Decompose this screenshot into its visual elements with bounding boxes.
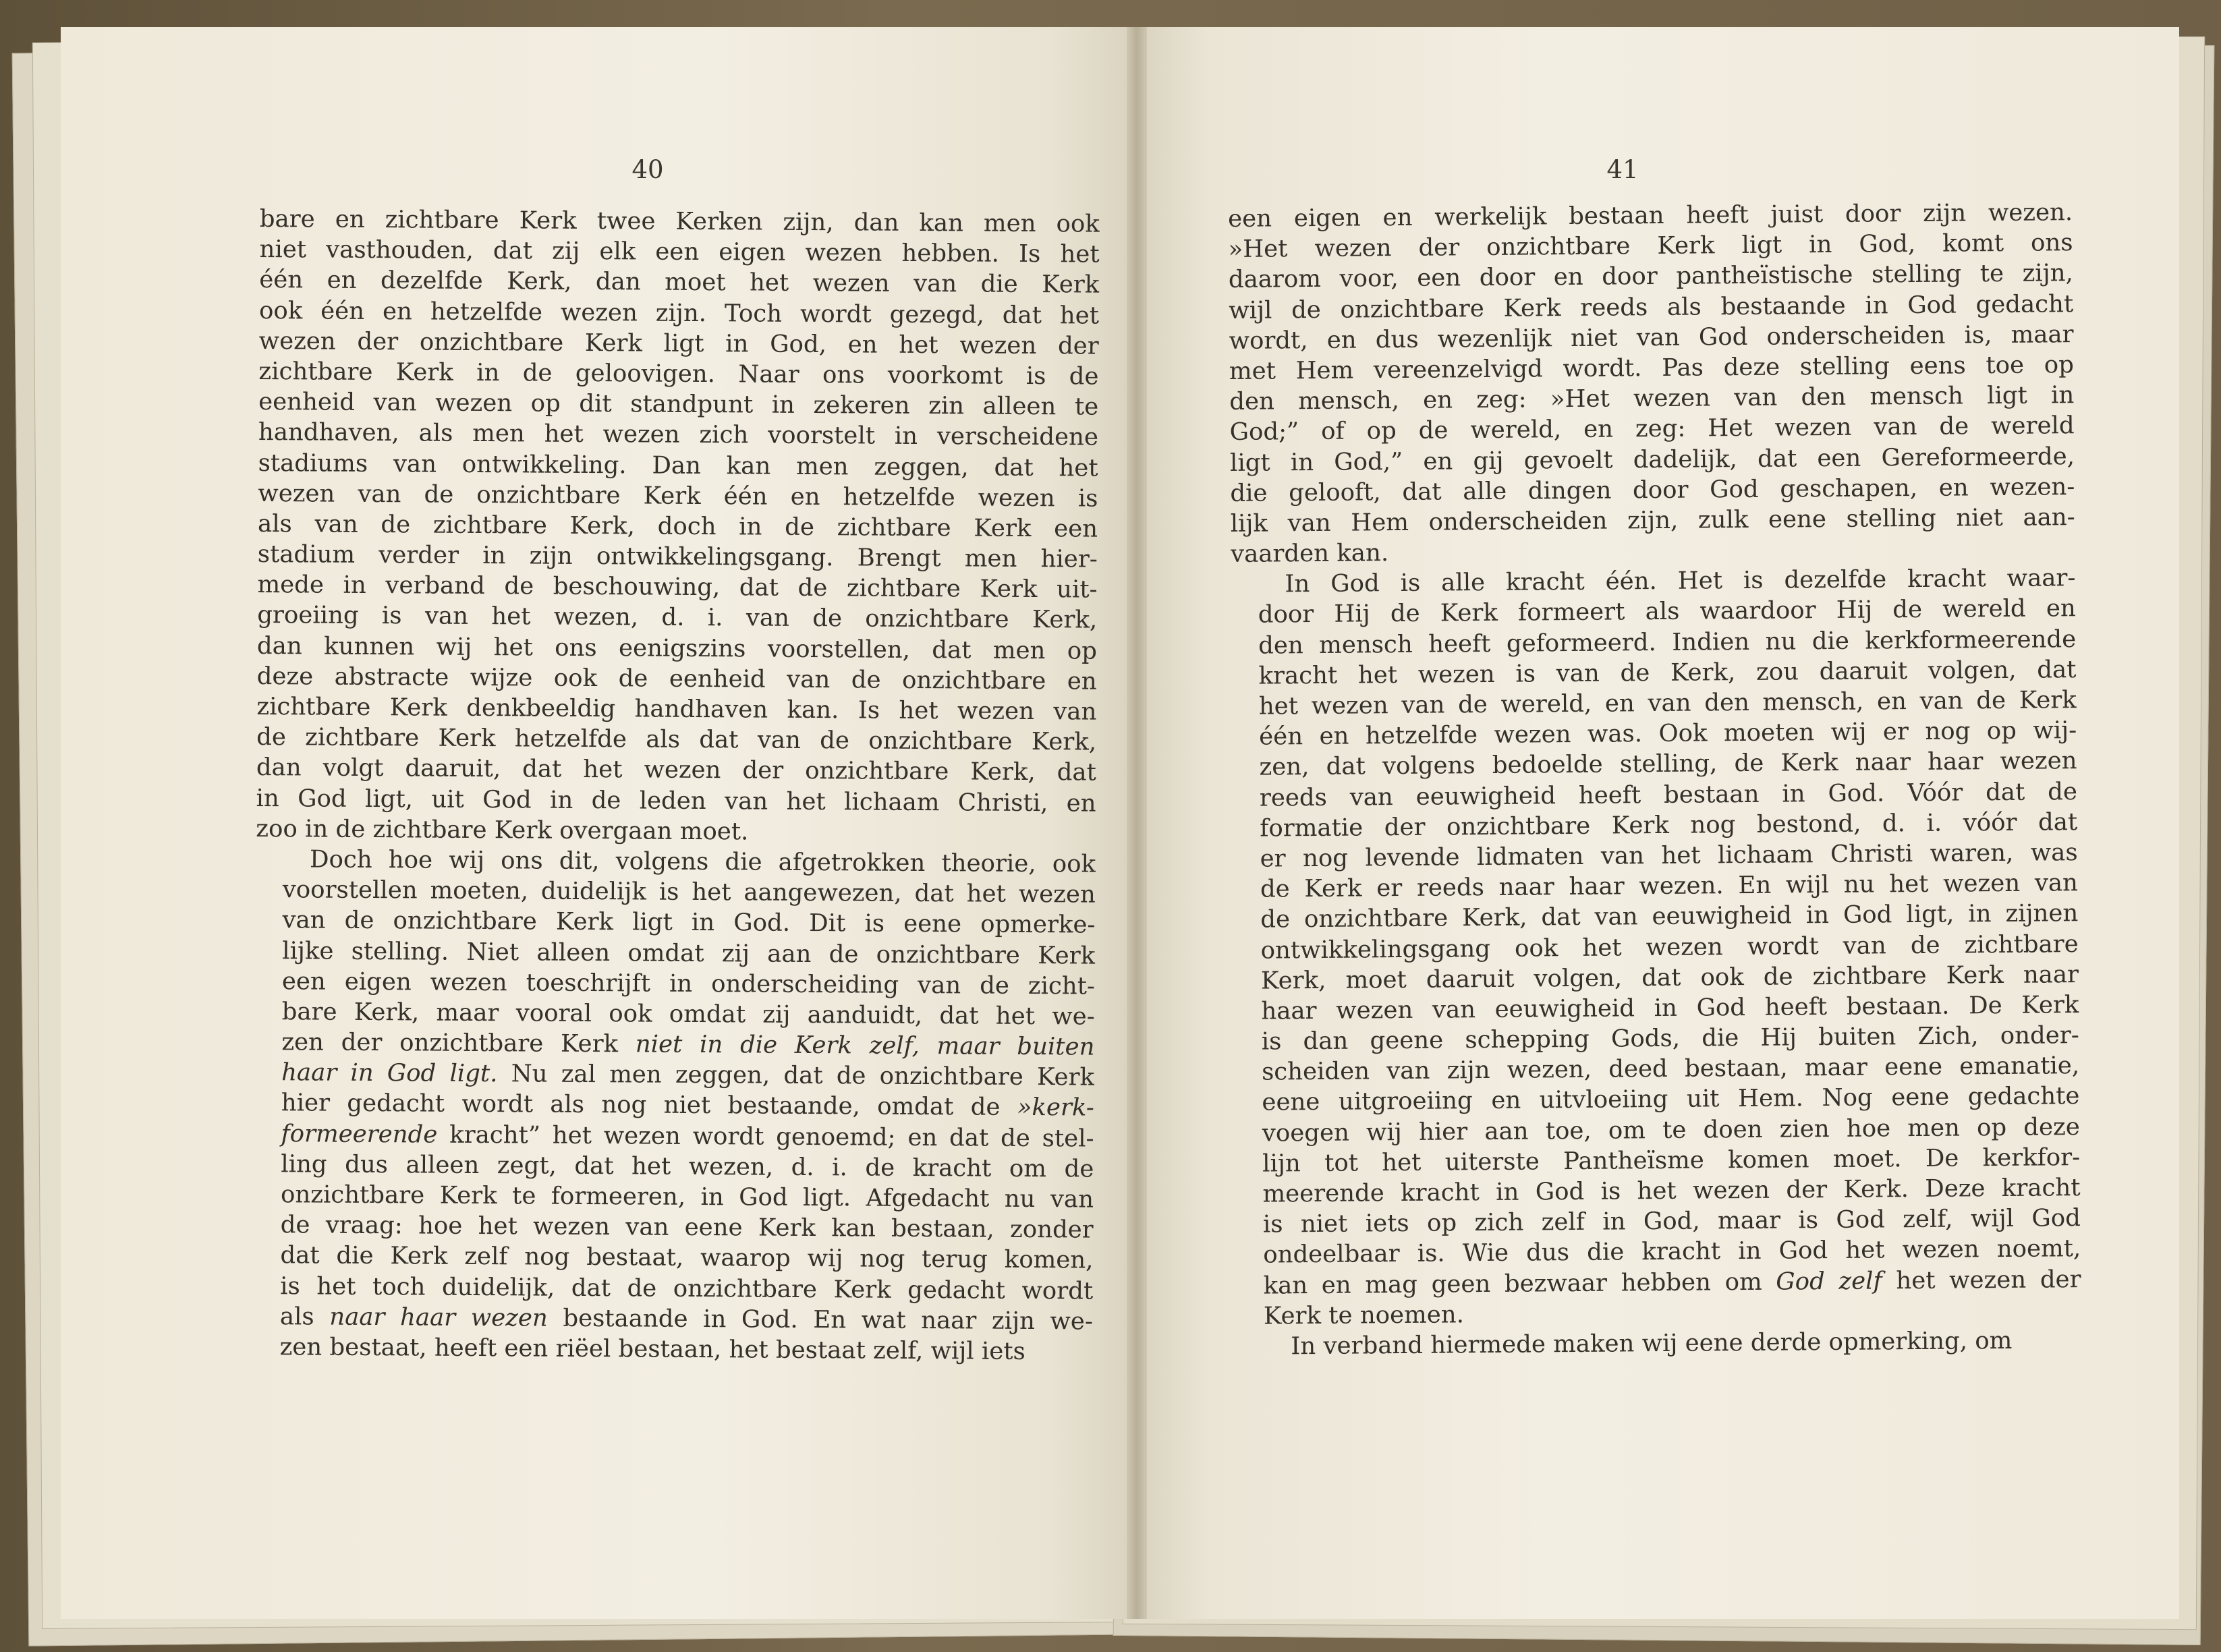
text-line: er nog levende lidmaten van het lichaam Christi waren, was [1260, 838, 2078, 873]
paragraph [253, 844, 1096, 1367]
page-number-left: 40 [631, 155, 664, 184]
paragraph [1228, 197, 2075, 569]
text-line: dan volgt daaruit, dat het wezen der onzichtbare Kerk, dat [256, 753, 1096, 787]
text-line: formeerende kracht” het wezen wordt genoemd; en dat de stel- [281, 1119, 1094, 1153]
text-line: niet vasthouden, dat zij elk een eigen wezen hebben. Is het [259, 235, 1100, 268]
text-line: zen bestaat, heeft een riëel bestaan, het bestaat zelf, wijl iets [279, 1333, 1025, 1365]
text-line: eenheid van wezen op dit standpunt in zekeren zin alleen te [258, 388, 1099, 421]
right-page [1137, 27, 2179, 1619]
text-line: zoo in de zichtbare Kerk overgaan moet. [256, 814, 749, 846]
text-line: ook één en hetzelfde wezen zijn. Toch wordt gezegd, dat het [258, 296, 1100, 330]
text-line: ling dus alleen zegt, dat het wezen, d. i. de kracht om de [281, 1150, 1094, 1183]
text-line: één en dezelfde Kerk, dan moet het wezen van die Kerk [259, 266, 1100, 299]
text-line: een eigen wezen toeschrijft in onderscheiding van de zicht- [281, 967, 1096, 1000]
text-line: ligt in God,” en gij gevoelt dadelijk, dat een Gereformeerde, [1229, 442, 2075, 477]
left-page [61, 27, 1137, 1619]
page-number-right: 41 [1606, 155, 1639, 184]
text-line: groeiing is van het wezen, d. i. van de onzichtbare Kerk, [257, 601, 1098, 635]
text-line: de vraag: hoe het wezen van eene Kerk kan bestaan, zonder [280, 1211, 1094, 1244]
text-line: meerende kracht in God is het wezen der Kerk. Deze kracht [1262, 1174, 2081, 1208]
text-line: handhaven, als men het wezen zich voorstelt in verscheidene [258, 418, 1099, 451]
text-line: haar in God ligt. Nu zal men zeggen, dat de onzichtbare Kerk [281, 1058, 1095, 1091]
left-page-body [253, 204, 1100, 1367]
text-line: hier gedacht wordt als nog niet bestaande, omdat de »kerk- [281, 1089, 1094, 1122]
text-line: wordt, en dus wezenlijk niet van God onderscheiden is, maar [1229, 320, 2074, 355]
text-line: zen der onzichtbare Kerk niet in die Kerk zelf, maar buiten [281, 1028, 1095, 1061]
text-line: bare en zichtbare Kerk twee Kerken zijn, dan kan men ook [259, 204, 1100, 238]
text-line: eene uitgroeiing en uitvloeiing uit Hem. Nog eene gedachte [1262, 1082, 2080, 1117]
text-line: dat die Kerk zelf nog bestaat, waarop wij nog terug komen, [280, 1241, 1094, 1274]
text-line: kan en mag geen bezwaar hebben om God zelf het wezen der [1263, 1265, 2081, 1300]
text-line: het wezen van de wereld, en van den mensch, en van de Kerk [1258, 686, 2077, 720]
text-line: als van de zichtbare Kerk, doch in de zichtbare Kerk een [257, 509, 1098, 543]
text-line: voorstellen moeten, duidelijk is het aangewezen, dat het wezen [282, 876, 1096, 909]
text-line: ondeelbaar is. Wie dus die kracht in God het wezen noemt, [1263, 1234, 2081, 1270]
text-line: reeds van eeuwigheid heeft bestaan in God. Vóór dat de [1259, 777, 2078, 812]
text-line: met Hem vereenzelvigd wordt. Pas deze stelling eens toe op [1229, 351, 2075, 385]
right-page-body [1228, 197, 2081, 1362]
text-line: bare Kerk, maar vooral ook omdat zij aanduidt, dat het we- [281, 998, 1095, 1031]
text-line: lijn tot het uiterste Pantheïsme komen moet. De kerkfor- [1262, 1143, 2081, 1178]
text-line: die gelooft, dat alle dingen door God geschapen, en wezen- [1230, 472, 2075, 507]
paragraph [1237, 1325, 2081, 1362]
paragraph [256, 204, 1100, 849]
text-line: is het toch duidelijk, dat de onzichtbare Kerk gedacht wordt [280, 1272, 1094, 1305]
text-line: van de onzichtbare Kerk ligt in God. Dit is eene opmerke- [282, 906, 1096, 939]
text-line: één en hetzelfde wezen was. Ook moeten wij er nog op wij- [1259, 716, 2077, 751]
text-line: den mensch, en zeg: »Het wezen van den mensch ligt in [1229, 381, 2075, 416]
text-line: wijl de onzichtbare Kerk reeds als bestaande in God gedacht [1229, 289, 2074, 324]
text-line: »Het wezen der onzichtbare Kerk ligt in God, komt ons [1228, 229, 2073, 264]
text-line: daarom voor, een door en door pantheïstische stelling te zijn, [1228, 259, 2074, 294]
text-line: deze abstracte wijze ook de eenheid van de onzichtbare en [256, 662, 1097, 695]
text-line: den mensch heeft geformeerd. Indien nu die kerkformeerende [1258, 625, 2077, 660]
text-line: formatie der onzichtbare Kerk nog bestond, d. i. vóór dat [1260, 807, 2078, 843]
text-line: lijke stelling. Niet alleen omdat zij aan de onzichtbare Kerk [282, 936, 1096, 970]
text-line: vaarden kan. [1230, 539, 1389, 569]
text-line: scheiden van zijn wezen, deed bestaan, maar eene emanatie, [1261, 1052, 2080, 1086]
book-gutter [1127, 27, 1147, 1619]
text-line: door Hij de Kerk formeert als waardoor Hij de wereld en [1258, 594, 2076, 629]
text-line: als naar haar wezen bestaande in God. En wat naar zijn we- [279, 1302, 1094, 1336]
text-line: is dan geene schepping Gods, die Hij buiten Zich, onder- [1261, 1021, 2079, 1056]
text-line: Doch hoe wij ons dit, volgens die afgetrokken theorie, ook [309, 845, 1096, 878]
text-line: zen, dat volgens bedoelde stelling, de Kerk naar haar wezen [1259, 747, 2077, 782]
text-line: stadium verder in zijn ontwikkelingsgang. Brengt men hier- [257, 540, 1098, 573]
text-line: Kerk te noemen. [1263, 1301, 1465, 1330]
paragraph [1231, 563, 2081, 1331]
text-line: in God ligt, uit God in de leden van het lichaam Christi, en [256, 784, 1096, 818]
text-line: is niet iets op zich zelf in God, maar is God zelf, wijl God [1262, 1204, 2081, 1238]
text-line: zichtbare Kerk in de geloovigen. Naar ons voorkomt is de [258, 357, 1099, 391]
text-line: In God is alle kracht één. Het is dezelfde kracht waar- [1285, 564, 2076, 598]
text-line: de zichtbare Kerk hetzelfde als dat van de onzichtbare Kerk, [256, 723, 1097, 756]
text-line: wezen der onzichtbare Kerk ligt in God, en het wezen der [258, 326, 1099, 360]
text-line: kracht het wezen is van de Kerk, zou daaruit volgen, dat [1258, 655, 2077, 690]
text-line: een eigen en werkelijk bestaan heeft juist door zijn wezen. [1228, 198, 2073, 233]
text-line: In verband hiermede maken wij eene derde opmerking, om [1291, 1326, 2013, 1361]
text-line: zichtbare Kerk denkbeeldig handhaven kan. Is het wezen van [256, 692, 1097, 726]
text-line: haar wezen van eeuwigheid in God heeft bestaan. De Kerk [1261, 991, 2079, 1025]
text-line: mede in verband de beschouwing, dat de zichtbare Kerk uit- [257, 571, 1098, 604]
text-line: stadiums van ontwikkeling. Dan kan men zeggen, dat het [258, 449, 1098, 482]
text-line: de Kerk er reeds naar haar wezen. En wijl nu het wezen van [1260, 869, 2079, 903]
text-line: God;” of op de wereld, en zeg: Het wezen van de wereld [1229, 411, 2075, 447]
text-line: onzichtbare Kerk te formeeren, in God ligt. Afgedacht nu van [280, 1180, 1094, 1214]
text-line: voegen wij hier aan toe, om te doen zien hoe men op deze [1262, 1112, 2080, 1147]
text-line: Kerk, moet daaruit volgen, dat ook de zichtbare Kerk naar [1260, 960, 2079, 995]
text-line: ontwikkelingsgang ook het wezen wordt van de zichtbare [1260, 930, 2079, 965]
text-line: dan kunnen wij het ons eenigszins voorstellen, dat men op [256, 631, 1098, 665]
text-line: de onzichtbare Kerk, dat van eeuwigheid in God ligt, in zijnen [1260, 899, 2079, 934]
text-line: wezen van de onzichtbare Kerk één en hetzelfde wezen is [258, 479, 1098, 513]
text-line: lijk van Hem onderscheiden zijn, zulk eene stelling niet aan- [1230, 503, 2075, 538]
